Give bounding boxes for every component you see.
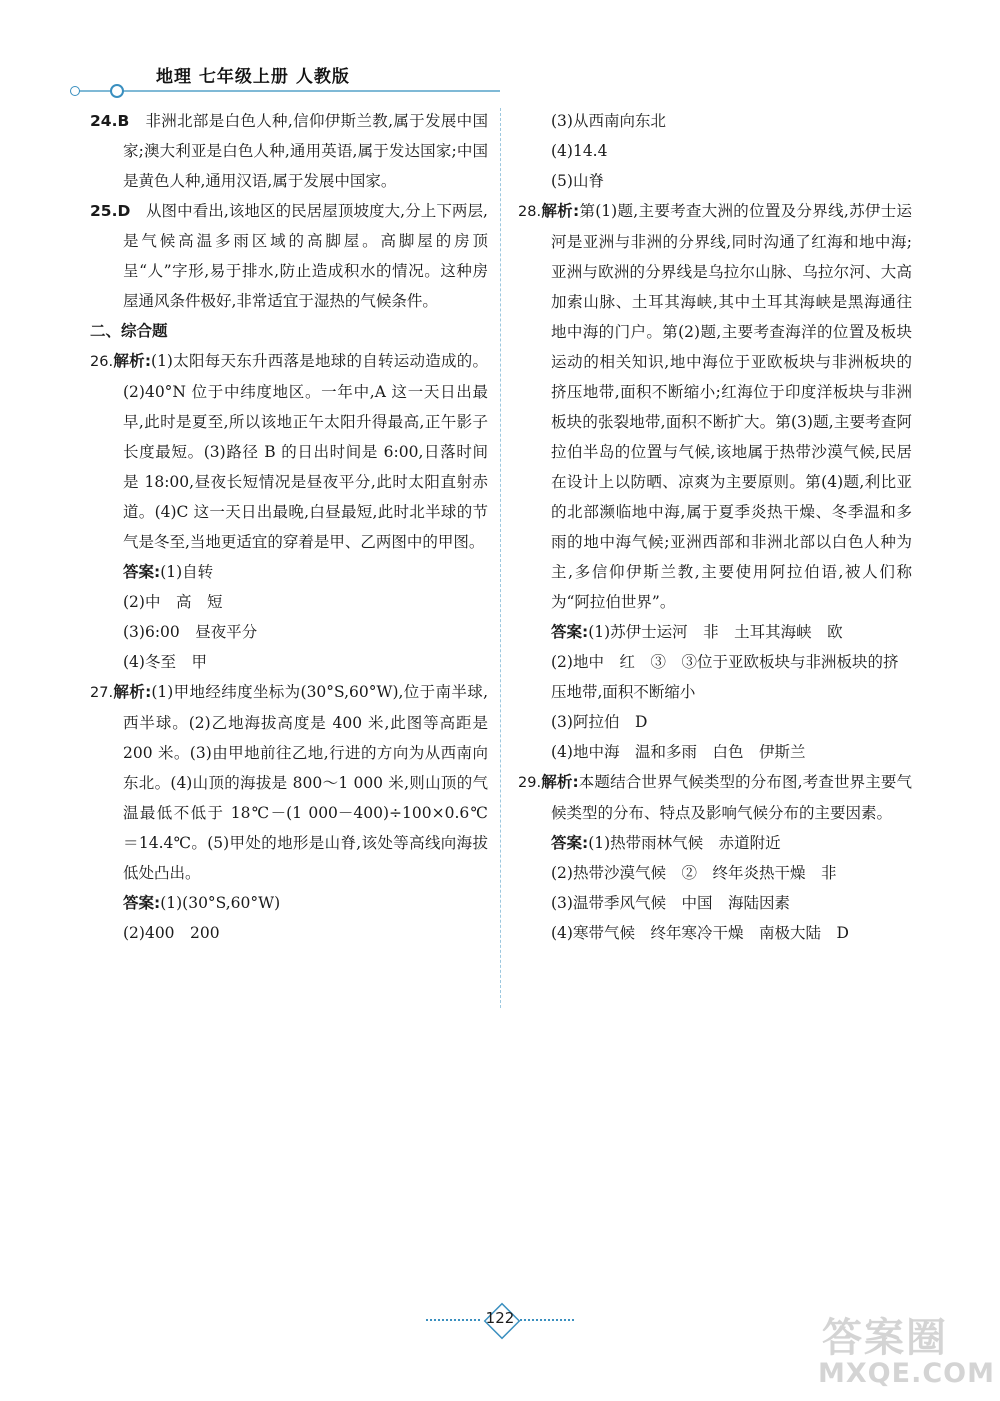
question-29 <box>518 767 912 828</box>
answer-line: (3)从西南向东北 <box>551 112 666 130</box>
analysis-label: 解析: <box>113 683 152 701</box>
header-rule <box>76 90 500 92</box>
answer-line: (5)山脊 <box>551 172 604 190</box>
footer-dots-right <box>520 1319 574 1321</box>
analysis-label: 解析: <box>113 352 152 370</box>
question-text: 非洲北部是白色人种,信仰伊斯兰教,属于发展中国家;澳大利亚是白色人种,通用英语,属于发达国家;中国是黄色人种,通用汉语,属于发展中国家。 <box>123 112 488 190</box>
page-footer <box>426 1304 574 1338</box>
answer-line: (4)冬至 甲 <box>123 653 207 671</box>
answer-line: (4)地中海 温和多雨 白色 伊斯兰 <box>551 743 806 761</box>
answer-line <box>90 557 488 587</box>
answer-line: (2)400 200 <box>123 924 220 942</box>
analysis-text: (1)太阳每天东升西落是地球的自转运动造成的。(2)40°N 位于中纬度地区。一年中,A 这一天日出最早,此时是夏至,所以该地正午太阳升得最高,正午影子长度最短。(3)路径 B 的日出时间是 6:00,日落时间是 18:00,昼夜长短情况是昼夜平分,此时太阳直射赤道。(4)C 这一天日出最晚,白昼最短,此时北半球的节气是冬至,当地更适宜的穿着是甲、乙两图中的甲图。 <box>123 352 488 551</box>
question-label: 27. <box>90 685 114 701</box>
answer-text: (1)热带雨林气候 赤道附近 <box>588 834 781 852</box>
question-label: 26. <box>90 354 114 370</box>
question-24 <box>90 106 488 196</box>
left-column <box>90 106 488 948</box>
answer-line: (4)寒带气候 终年寒冷干燥 南极大陆 D <box>551 924 849 942</box>
question-label: 24.B <box>90 112 130 130</box>
header-circle-small <box>70 86 80 96</box>
answer-line: (2)地中 红 ③ ③位于亚欧板块与非洲板块的挤压地带,面积不断缩小 <box>551 653 899 701</box>
analysis-text: 本题结合世界气候类型的分布图,考查世界主要气候类型的分布、特点及影响气候分布的主要因素。 <box>551 773 913 822</box>
answer-label: 答案: <box>123 563 161 581</box>
watermark-top-text: 答案圈 <box>822 1315 948 1361</box>
footer-dots-left <box>426 1319 480 1321</box>
answer-line <box>518 617 912 647</box>
page-header <box>70 58 500 98</box>
header-title: 地理 七年级上册 人教版 <box>156 67 350 87</box>
answer-line: (3)温带季风气候 中国 海陆因素 <box>551 894 790 912</box>
right-column <box>518 106 912 948</box>
answer-label: 答案: <box>551 834 589 852</box>
question-27 <box>90 677 488 888</box>
question-label: 28. <box>518 204 542 220</box>
analysis-label: 解析: <box>541 773 579 791</box>
answer-label: 答案: <box>123 894 161 912</box>
answer-line <box>518 828 912 858</box>
answer-line: (2)中 高 短 <box>123 593 223 611</box>
question-26 <box>90 346 488 557</box>
analysis-text: (1)甲地经纬度坐标为(30°S,60°W),位于南半球,西半球。(2)乙地海拔高度是 400 米,此图等高距是 200 米。(3)由甲地前往乙地,行进的方向为从西南向东北。(4)山顶的海拔是 800～1 000 米,则山顶的气温最低不低于 18℃－(1 000－400)÷100×0.6℃＝14.4℃。(5)甲处的地形是山脊,该处等高线向海拔低处凸出。 <box>123 683 488 882</box>
answer-line: (3)6:00 昼夜平分 <box>123 623 258 641</box>
answer-line <box>90 888 488 918</box>
question-label: 29. <box>518 775 542 791</box>
answer-text: (1)苏伊士运河 非 土耳其海峡 欧 <box>588 623 843 641</box>
answer-line: (2)热带沙漠气候 ② 终年炎热干燥 非 <box>551 864 837 882</box>
answer-text: (1)(30°S,60°W) <box>160 894 281 912</box>
answer-label: 答案: <box>551 623 589 641</box>
watermark-logo <box>818 1306 995 1392</box>
answer-line: (3)阿拉伯 D <box>551 713 648 731</box>
question-label: 25.D <box>90 202 131 220</box>
analysis-text: 第(1)题,主要考查大洲的位置及分界线,苏伊士运河是亚洲与非洲的分界线,同时沟通了红海和地中海;亚洲与欧洲的分界线是乌拉尔山脉、乌拉尔河、大高加索山脉、土耳其海峡,其中土耳其海峡是黑海通往地中海的门户。第(2)题,主要考查海洋的位置及板块运动的相关知识,地中海位于亚欧板块与非洲板块的挤压地带,面积不断缩小;红海位于印度洋板块与非洲板块的张裂地带,面积不断扩大。第(3)题,主要考查阿拉伯半岛的位置与气候,该地属于热带沙漠气候,民居在设计上以防晒、凉爽为主要原则。第(4)题,利比亚的北部濒临地中海,属于夏季炎热干燥、冬季温和多雨的地中海气候;亚洲西部和非洲北部以白色人种为主,多信仰伊斯兰教,主要使用阿拉伯语,被人们称为“阿拉伯世界”。 <box>551 202 912 611</box>
page-number: 122 <box>485 1309 515 1327</box>
answer-text: (1)自转 <box>160 563 214 581</box>
section-title: 二、综合题 <box>90 322 168 340</box>
question-28 <box>518 196 912 617</box>
analysis-label: 解析: <box>541 202 580 220</box>
watermark-bottom-text: MXQE.COM <box>818 1358 995 1389</box>
header-circle-large <box>110 84 124 98</box>
question-text: 从图中看出,该地区的民居屋顶坡度大,分上下两层,是气候高温多雨区域的高脚屋。高脚屋的房顶呈“人”字形,易于排水,防止造成积水的情况。这种房屋通风条件极好,非常适宜于湿热的气候条件。 <box>123 202 488 310</box>
answer-line: (4)14.4 <box>551 142 608 160</box>
question-25 <box>90 196 488 316</box>
column-divider <box>500 108 501 1008</box>
